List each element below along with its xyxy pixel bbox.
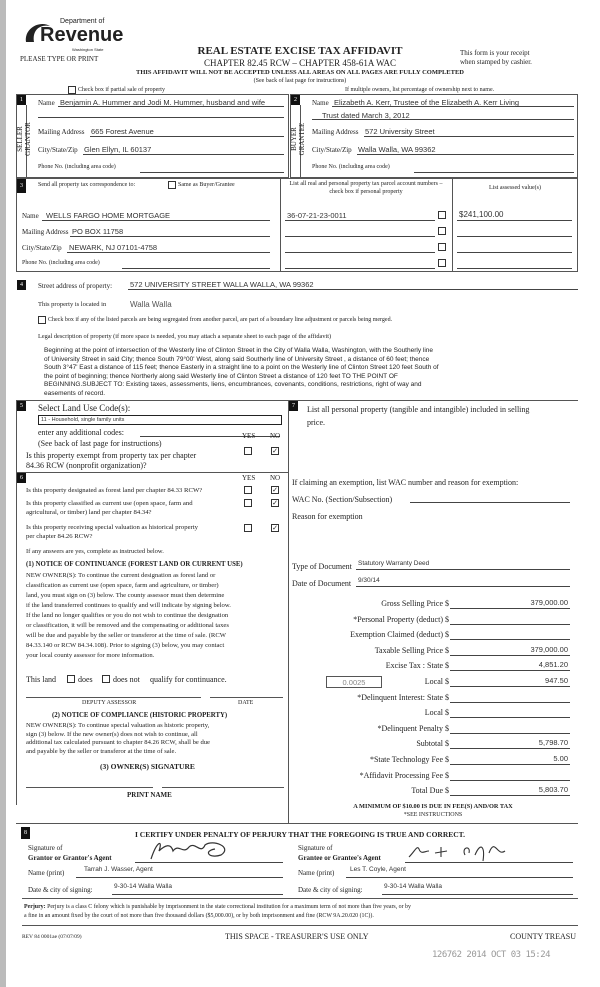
fee-label: *Delinquent Penalty (377, 723, 443, 733)
located-label: This property is located in (38, 301, 107, 308)
doc-date-label: Date of Document (292, 579, 352, 588)
county-treasurer: COUNTY TREASU (510, 932, 577, 941)
county[interactable]: Walla Walla (130, 300, 172, 309)
notice-continuance-title: (1) NOTICE OF CONTINUANCE (FOREST LAND OR CURRENT USE) (26, 561, 243, 568)
dollar-sign: $ (445, 770, 449, 780)
does-checkbox[interactable] (67, 675, 75, 683)
legal-label: Legal description of property (if more space is needed, you may attach a separate sheet to each page of the affidavit) (38, 333, 332, 340)
buyer-city-label: City/State/Zip (312, 146, 352, 154)
section-3-number: 3 (17, 179, 26, 193)
s6-yes-header: YES (242, 474, 256, 482)
notice-line: NEW OWNER(S): To continue the current designation as forest land or (26, 572, 216, 579)
fee-input[interactable] (450, 771, 570, 781)
this-land-label: This land (26, 675, 56, 684)
partial-sale-label: Check box if partial sale of property (78, 87, 165, 93)
fee-input[interactable] (450, 615, 570, 625)
notice-line: NEW OWNER(S): To continue special valuation as historic property, (26, 722, 210, 729)
s6-no-header: NO (270, 474, 281, 482)
owner-signature-label: (3) OWNER(S) SIGNATURE (100, 762, 195, 771)
seller-name[interactable]: Benjamin A. Hummer and Jodi M. Hummer, husband and wife (60, 98, 266, 107)
does-not-label: does not (113, 675, 140, 684)
perjury-note (24, 903, 411, 921)
assessed-value[interactable]: $241,100.00 (459, 210, 504, 219)
dollar-sign: $ (445, 614, 449, 624)
fee-value: 379,000.00 (530, 598, 568, 607)
exemption-claim-label: If claiming an exemption, list WAC number and reason for exemption: (292, 478, 519, 487)
dollar-sign: $ (445, 692, 449, 702)
fee-value: 379,000.00 (530, 644, 568, 654)
does-not-checkbox[interactable] (102, 675, 110, 683)
fee-label: Excise Tax : State (385, 661, 443, 671)
dollar-sign: $ (445, 677, 449, 686)
additional-codes-input[interactable] (140, 427, 280, 437)
dollar-sign: $ (445, 661, 449, 671)
wac-input[interactable] (410, 493, 570, 503)
personal-property-checkbox[interactable] (438, 259, 446, 267)
notice-line: land, you must sign on (3) below. The county assessor must then determine (26, 592, 225, 599)
seller-city-label: City/State/Zip (38, 146, 78, 154)
dollar-sign: $ (445, 723, 449, 733)
legal-description (44, 347, 439, 398)
if-yes-note: If any answers are yes, complete as instructed below. (26, 548, 164, 555)
qualify-label: qualify for continuance. (150, 675, 227, 684)
exempt-no-checkbox[interactable]: ✓ (272, 447, 278, 455)
buyer-address[interactable]: 572 University Street (365, 127, 435, 136)
historical-no-checkbox[interactable]: ✓ (272, 524, 278, 532)
s3-name[interactable]: WELLS FARGO HOME MORTGAGE (46, 211, 171, 220)
see-back: (See back of last page for instructions) (253, 78, 347, 84)
buyer-name-label: Name (312, 99, 329, 107)
notice-line: sign (3) below. If the new owner(s) does not wish to continue, all (26, 730, 198, 738)
buyer-phone-label: Phone No. (including area code) (312, 164, 390, 170)
section-7-number: 7 (289, 401, 298, 411)
notice-line: 84.33.140 or RCW 84.34.108). Prior to signing (3) below, you may contact (26, 642, 225, 649)
segregated-checkbox[interactable] (38, 316, 46, 324)
seller-name-label: Name (38, 99, 55, 107)
assessed-header: List assessed value(s) (489, 185, 541, 191)
historical-question-2: per chapter 84.26 RCW? (26, 533, 93, 540)
fee-label: Exemption Claimed (deduct) (350, 630, 443, 640)
form-title: REAL ESTATE EXCISE TAX AFFIDAVIT (197, 45, 403, 57)
perjury-label: Perjury: (24, 904, 46, 910)
grantor-agent-label: Grantor or Grantor's Agent (28, 854, 112, 862)
grantee-signature-mark-icon (405, 837, 515, 865)
grantor-date-label: Date & city of signing: (28, 886, 93, 894)
grantor-signature-mark-icon (143, 837, 253, 865)
exempt-yes-checkbox[interactable] (244, 447, 252, 455)
does-label: does (78, 675, 93, 684)
fee-input[interactable] (450, 630, 570, 640)
document-date[interactable]: 9/30/14 (358, 577, 380, 584)
seller-grantor-label: SELLER GRANTOR (16, 122, 32, 156)
notice-line: If the land no longer qualifies or you do not wish to continue the designation (26, 612, 229, 619)
section-5-number: 5 (17, 401, 26, 411)
logo-state-text: Washington State (72, 47, 104, 52)
fee-label: *Delinquent Interest: State (357, 692, 443, 702)
street-address[interactable]: 572 UNIVERSITY STREET WALLA WALLA, WA 99362 (130, 280, 314, 289)
parcel-number[interactable]: 36-07-21-23-0011 (287, 211, 347, 220)
s3-city[interactable]: NEWARK, NJ 07101-4758 (69, 243, 158, 252)
grantee-date-city[interactable]: 9-30-14 Walla Walla (384, 883, 443, 890)
dollar-sign: $ (445, 755, 449, 764)
fee-value: 5.00 (553, 754, 568, 763)
land-use-code: 11 - Household, single family units (41, 417, 125, 423)
price-label: price. (307, 418, 325, 427)
section-2-number: 2 (291, 95, 300, 105)
grantor-date-city[interactable]: 9-30-14 Walla Walla (114, 883, 173, 890)
same-as-buyer-label: Same as Buyer/Grantee (178, 182, 235, 188)
personal-property-checkbox[interactable] (438, 227, 446, 235)
dollar-sign: $ (445, 786, 449, 796)
grantor-signature[interactable] (135, 853, 283, 863)
s3-name-label: Name (22, 212, 39, 220)
land-use-label: Select Land Use Code(s): (38, 403, 131, 413)
perjury-line (24, 903, 411, 912)
logo-dept-text: Department of (60, 18, 105, 25)
reason-label: Reason for exemption (292, 512, 363, 521)
notice-compliance-text (26, 722, 210, 756)
wac-label: WAC No. (Section/Subsection) (292, 495, 393, 504)
local-rate: 0.0025 (342, 678, 366, 687)
grantee-date-label: Date & city of signing: (298, 886, 363, 894)
s5-no-header: NO (270, 432, 281, 440)
fee-value: 5,803.70 (538, 785, 568, 795)
street-label: Street address of property: (38, 282, 113, 290)
legal-line: of University Street in said City; thence South 79°00' West, along said Southerly line of University Street , a distance of 60 feet; thence (44, 355, 430, 363)
fee-label: *Affidavit Processing Fee (359, 770, 443, 780)
s3-addr-label: Mailing Address (22, 228, 69, 236)
current-use-question-2: agricultural, or timber) land per chapter 84.34? (26, 509, 152, 516)
grantee-print-name[interactable]: Les T. Coyle, Agent (350, 866, 406, 873)
minimum-note: A MINIMUM OF $10.00 IS DUE IN FEE(S) AND/OR TAX (353, 803, 513, 810)
seller-addr-label: Mailing Address (38, 128, 85, 136)
buyer-grantee-label: BUYER GRANTEE (290, 122, 306, 156)
personal-property-label: List all personal property (tangible and intangible) included in selling (307, 405, 530, 414)
legal-line: BEGINNING.SUBJECT TO: Existing taxes, assessments, liens, encumbrances, covenants, conditions, restrictions, right of way and (44, 381, 422, 388)
notice-line: will be due and payable by the seller or transferor at the time of sale. (RCW (26, 632, 226, 639)
grantor-print-name[interactable]: Tarrah J. Wasser, Agent (84, 866, 153, 873)
perjury-line-2: a fine in an amount fixed by the court of not more than five thousand dollars ($5,000.00), or by both imprisonment and fine (RCW 9A.20.020 (1C)). (24, 913, 374, 919)
s3-phone-label: Phone No. (including area code) (22, 260, 100, 266)
section-6-number: 6 (17, 473, 26, 483)
legal-line: Beginning at the point of intersection of the Westerly line of Clinton Street in the City of Walla Walla, Washington, with the Southerly line (44, 347, 433, 354)
exempt-question-2: 84.36 RCW (nonprofit organization)? (26, 461, 147, 470)
personal-property-checkbox[interactable] (438, 211, 446, 219)
personal-property-checkbox[interactable] (438, 243, 446, 251)
section-1-number: 1 (17, 95, 26, 105)
grantee-agent-label: Grantee or Grantee's Agent (298, 854, 381, 862)
s5-see-back: (See back of last page for instructions) (38, 439, 162, 448)
fee-value: 4,851.20 (538, 660, 568, 670)
fee-label: Gross Selling Price (381, 599, 443, 608)
buyer-name-line-2[interactable]: Trust dated March 3, 2012 (322, 111, 410, 120)
same-as-buyer-checkbox[interactable] (168, 181, 176, 189)
notice-line: additional tax calculated pursuant to chapter 84.26 RCW, shall be due (26, 739, 210, 746)
seller-city[interactable]: Glen Ellyn, IL 60137 (84, 145, 152, 154)
doc-type-label: Type of Document (292, 562, 352, 571)
partial-sale-checkbox[interactable] (68, 86, 76, 94)
dollar-sign: $ (445, 599, 449, 608)
s3-address[interactable]: PO BOX 11758 (72, 227, 124, 236)
forest-question: Is this property designated as forest land per chapter 84.33 RCW? (26, 487, 203, 494)
form-revision: REV 84 0001ae (07/07/09) (22, 934, 82, 940)
treasurer-use-only: THIS SPACE - TREASURER'S USE ONLY (225, 932, 369, 941)
fee-label: Local (424, 708, 443, 718)
parcel-header: List all real and personal property tax parcel account numbers – check box if personal property (289, 181, 443, 195)
forest-yes-checkbox[interactable] (244, 486, 252, 494)
grantee-signature[interactable] (405, 853, 573, 863)
seller-address[interactable]: 665 Forest Avenue (91, 127, 154, 136)
land-use-select[interactable] (38, 415, 282, 425)
current-use-yes-checkbox[interactable] (244, 499, 252, 507)
legal-line: the point of beginning; thence Northerly along said Westerly line of Clinton Street a distance of 120 feet TO THE POINT OF (44, 372, 398, 380)
document-type[interactable]: Statutory Warranty Deed (358, 560, 430, 567)
forest-no-checkbox[interactable]: ✓ (272, 486, 278, 494)
buyer-name[interactable]: Elizabeth A. Kerr, Trustee of the Elizabeth A. Kerr Living (334, 98, 520, 107)
fee-label: Local (424, 677, 443, 686)
grantor-sig-of: Signature of (28, 844, 63, 852)
notice-line: if the land transferred continues to qualify and will indicate by signing below. (26, 602, 231, 609)
grantee-sig-of: Signature of (298, 844, 333, 852)
fee-value: 947.50 (545, 676, 568, 685)
fee-label: Taxable Selling Price (374, 645, 443, 655)
notice-line: or classification, it will be removed and the compensating or additional taxes (26, 622, 229, 629)
dollar-sign: $ (445, 739, 449, 749)
fee-input[interactable] (450, 708, 570, 718)
s3-city-label: City/State/Zip (22, 244, 62, 252)
fee-label: *Personal Property (deduct) (353, 614, 443, 624)
additional-codes-label: enter any additional codes: (38, 428, 124, 437)
print-name-label: PRINT NAME (127, 791, 172, 799)
fee-label: *State Technology Fee (369, 755, 443, 764)
legal-line: South 3°47' East a distance of 115 feet; thence Easterly in a straight line to a point on the Westerly line of Clinton Street 120 feet South of (44, 364, 439, 371)
section-4-number: 4 (17, 280, 26, 290)
receipt-note: This form is your receipt (460, 49, 530, 57)
exempt-question: Is this property exempt from property tax per chapter (26, 451, 197, 460)
fee-value: 5,798.70 (538, 738, 568, 748)
seller-phone-label: Phone No. (including area code) (38, 164, 116, 170)
buyer-addr-label: Mailing Address (312, 128, 359, 136)
deputy-assessor-label: DEPUTY ASSESSOR (82, 700, 137, 706)
grantor-name-label: Name (print) (28, 869, 65, 877)
notice-continuance-text (26, 571, 231, 661)
perjury-text: Perjury is a class C felony which is punishable by imprisonment in the state correctional institution for a maximum term of not more than five years, or by (47, 904, 411, 910)
legal-line: easements of record. (44, 389, 106, 397)
send-correspondence-label: Send all property tax correspondence to: (38, 182, 136, 188)
chapter-line: CHAPTER 82.45 RCW – CHAPTER 458-61A WAC (204, 58, 396, 68)
current-use-no-checkbox[interactable]: ✓ (272, 499, 278, 507)
fee-input[interactable] (450, 724, 570, 734)
fee-input[interactable] (450, 693, 570, 703)
date-label: DATE (238, 700, 254, 706)
certify-statement: I CERTIFY UNDER PENALTY OF PERJURY THAT THE FOREGOING IS TRUE AND CORRECT. (134, 830, 465, 839)
current-use-question: Is this property classified as current use (open space, farm and (26, 500, 193, 507)
warning-line: THIS AFFIDAVIT WILL NOT BE ACCEPTED UNLESS ALL AREAS ON ALL PAGES ARE FULLY COMPLETED (136, 69, 464, 76)
see-instructions: *SEE INSTRUCTIONS (403, 812, 463, 818)
notice-line: your local county assessor for more information. (26, 652, 155, 659)
historical-yes-checkbox[interactable] (244, 524, 252, 532)
receipt-note-2: when stamped by cashier. (460, 58, 532, 66)
historical-question: Is this property receiving special valuation as historical property (26, 524, 198, 531)
notice-line: classification as current use (open space, farm and agriculture, or timber) (26, 582, 219, 589)
buyer-city[interactable]: Walla Walla, WA 99362 (358, 145, 436, 154)
s5-yes-header: YES (242, 432, 256, 440)
please-type: PLEASE TYPE OR PRINT (20, 55, 99, 63)
fee-label: Total Due (411, 786, 443, 796)
dollar-sign: $ (445, 645, 449, 655)
notice-compliance-title: (2) NOTICE OF COMPLIANCE (HISTORIC PROPERTY) (52, 712, 228, 719)
dollar-sign: $ (445, 630, 449, 640)
segregated-label: Check box if any of the listed parcels are being segregated from another parcel, are part of a boundary line adjustment or parcels being merged. (48, 317, 393, 323)
grantee-name-label: Name (print) (298, 869, 335, 877)
dollar-sign: $ (445, 708, 449, 718)
multiple-owners-note: If multiple owners, list percentage of ownership next to name. (345, 87, 495, 93)
fee-label: Subtotal (416, 739, 443, 749)
notice-line: and payable by the seller or transferor at the time of sale. (26, 747, 177, 755)
cashier-stamp: 126762 2014 OCT 03 15:24 (432, 950, 551, 960)
logo-name-text: Revenue (40, 24, 124, 46)
section-8-number: 8 (21, 827, 30, 839)
